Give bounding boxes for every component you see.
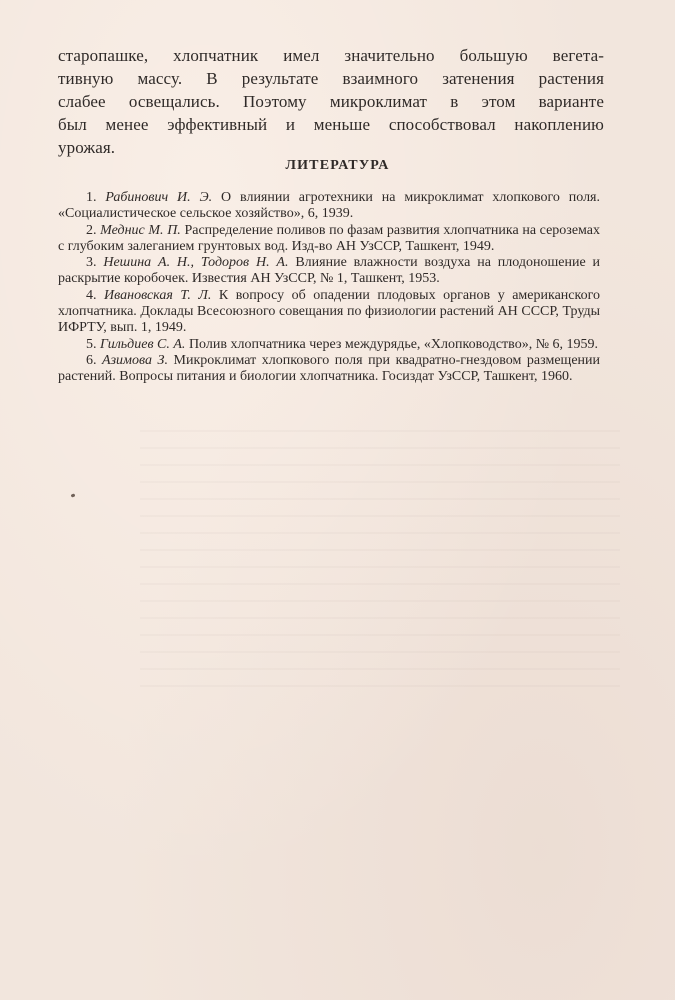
- reference-item: [58, 288, 600, 337]
- reference-item: [58, 223, 600, 256]
- body-line: тивную массу. В результате взаимного затенения растения: [58, 69, 604, 88]
- body-line: слабее освещались. Поэтому микроклимат в этом варианте: [58, 92, 604, 111]
- reference-number: 2.: [86, 222, 97, 238]
- reference-text: Микроклимат хлопкового поля при квадратно-гнездовом размещении растений. Вопросы питания и биологии хлопчатника. Госиздат УзССР, Ташкент, 1960.: [58, 352, 601, 385]
- reference-item: [58, 337, 600, 353]
- body-line: был менее эффективный и меньше способствовал накоплению: [58, 115, 604, 134]
- reference-text: Влияние влажности воздуха на плодоношение и раскрытие коробочек. Известия АН УзССР, № 1, Ташкент, 1953.: [58, 255, 600, 287]
- reference-number: 6.: [86, 352, 97, 368]
- body-line: урожая.: [58, 138, 116, 157]
- reference-author: Ивановская Т. Л.: [104, 287, 212, 303]
- reference-author: Нешина А. Н., Тодоров Н. А.: [103, 255, 289, 271]
- reference-text: О влиянии агротехники на микроклимат хлопкового поля. «Социалистическое сельское хозяйство», 6, 1939.: [58, 190, 600, 222]
- show-through-texture: [140, 430, 620, 690]
- reference-author: Гильдиев С. А.: [100, 336, 186, 352]
- reference-number: 4.: [86, 287, 97, 303]
- reference-text: Распределение поливов по фазам развития хлопчатника на сероземах с глубоким залеганием грунтовых вод. Изд-во АН УзССР, Ташкент, 1949.: [58, 222, 601, 254]
- body-line: старопашке, хлопчатник имел значительно большую вегета-: [58, 46, 604, 65]
- reference-item: [58, 190, 600, 223]
- body-paragraph: [58, 44, 604, 159]
- reference-item: [58, 255, 600, 288]
- reference-text: К вопросу об опадении плодовых органов у американского хлопчатника. Доклады Всесоюзного совещания по физиологии растений АН СССР, Труды ИФРТУ, вып. 1, 1949.: [58, 287, 600, 336]
- ink-speck: [71, 493, 76, 497]
- reference-author: Азимова З.: [102, 352, 168, 368]
- reference-number: 5.: [86, 336, 97, 352]
- references-heading: ЛИТЕРАТУРА: [285, 158, 390, 173]
- reference-text: Полив хлопчатника через междурядье, «Хлопководство», № 6, 1959.: [188, 336, 599, 352]
- reference-number: 3.: [86, 255, 97, 271]
- reference-author: Меднис М. П.: [100, 222, 181, 238]
- reference-number: 1.: [86, 190, 97, 205]
- reference-item: [58, 353, 600, 386]
- reference-list: [58, 190, 600, 386]
- reference-author: Рабинович И. Э.: [105, 190, 213, 205]
